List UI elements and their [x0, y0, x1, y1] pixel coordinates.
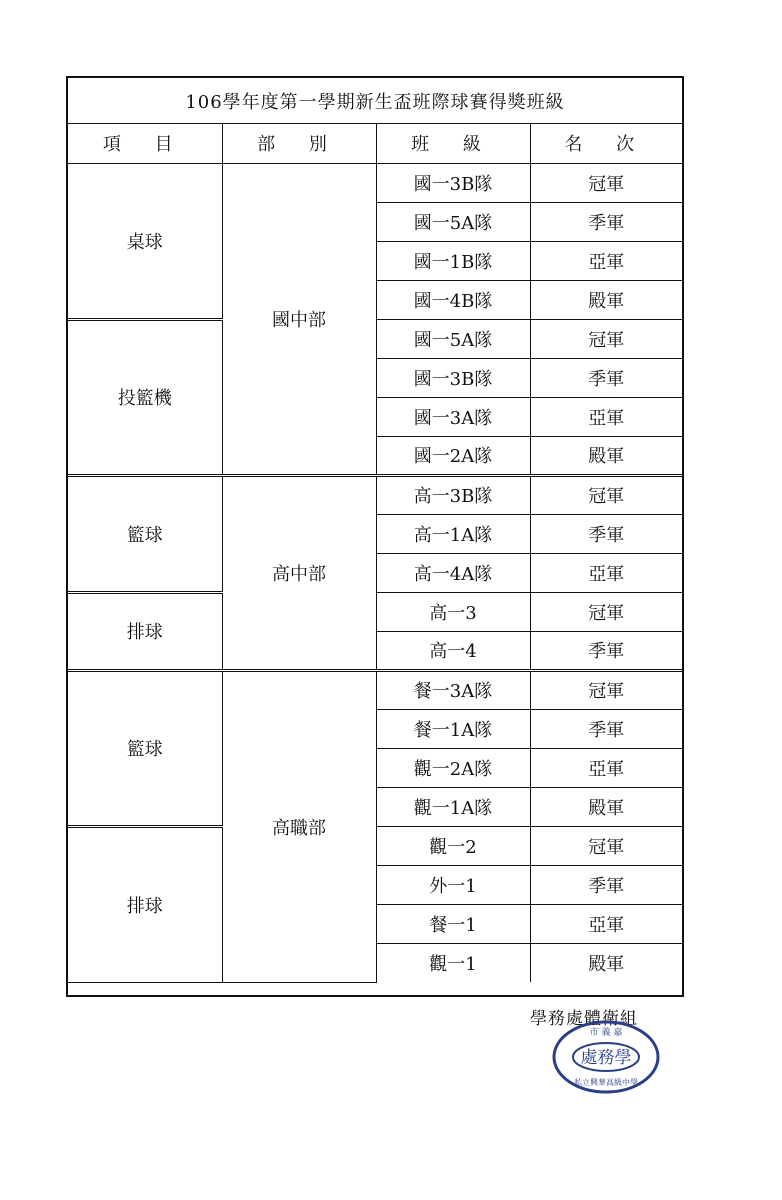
class-cell: 高一3 — [376, 592, 530, 631]
award-sheet — [66, 76, 684, 997]
rank-cell: 季軍 — [530, 631, 682, 670]
event-name-cell: 投籃機 — [68, 319, 222, 475]
class-cell: 餐一3A隊 — [376, 670, 530, 709]
table-row — [68, 670, 682, 709]
rank-cell: 亞軍 — [530, 904, 682, 943]
rank-cell: 冠軍 — [530, 475, 682, 514]
rank-cell: 殿軍 — [530, 943, 682, 982]
svg-text:處務學: 處務學 — [580, 1048, 632, 1068]
division-cell: 高中部 — [222, 475, 376, 670]
rank-cell: 冠軍 — [530, 319, 682, 358]
class-cell: 高一4A隊 — [376, 553, 530, 592]
rank-cell: 季軍 — [530, 358, 682, 397]
event-name-cell: 籃球 — [68, 670, 222, 826]
svg-text:市 義 嘉: 市 義 嘉 — [589, 1028, 623, 1038]
issuer-label: 學務處體衛組 — [530, 1009, 638, 1029]
rank-cell: 亞軍 — [530, 748, 682, 787]
class-cell: 觀一2 — [376, 826, 530, 865]
division-cell: 高職部 — [222, 670, 376, 982]
class-cell: 餐一1 — [376, 904, 530, 943]
svg-text:私立興華高級中學: 私立興華高級中學 — [574, 1078, 638, 1087]
class-cell: 國一4B隊 — [376, 280, 530, 319]
rank-cell: 季軍 — [530, 709, 682, 748]
rank-cell: 亞軍 — [530, 241, 682, 280]
results-body — [68, 163, 682, 982]
rank-cell: 殿軍 — [530, 436, 682, 475]
class-cell: 國一3A隊 — [376, 397, 530, 436]
rank-cell: 亞軍 — [530, 397, 682, 436]
rank-cell: 季軍 — [530, 202, 682, 241]
class-cell: 餐一1A隊 — [376, 709, 530, 748]
office-seal-stamp — [552, 1020, 660, 1094]
page-title: 106學年度第一學期新生盃班際球賽得獎班級 — [68, 78, 682, 124]
header-rank: 名 次 — [530, 124, 682, 163]
table-row — [68, 475, 682, 514]
division-cell: 國中部 — [222, 163, 376, 475]
rank-cell: 冠軍 — [530, 670, 682, 709]
rank-cell: 冠軍 — [530, 592, 682, 631]
header-division: 部 別 — [222, 124, 376, 163]
class-cell: 觀一1 — [376, 943, 530, 982]
header-row — [68, 124, 682, 163]
rank-cell: 冠軍 — [530, 826, 682, 865]
event-name-cell: 排球 — [68, 592, 222, 670]
class-cell: 國一3B隊 — [376, 358, 530, 397]
class-cell: 外一1 — [376, 865, 530, 904]
event-name-cell: 桌球 — [68, 163, 222, 319]
header-class: 班 級 — [376, 124, 530, 163]
rank-cell: 殿軍 — [530, 280, 682, 319]
class-cell: 觀一1A隊 — [376, 787, 530, 826]
class-cell: 高一4 — [376, 631, 530, 670]
class-cell: 國一3B隊 — [376, 163, 530, 202]
class-cell: 國一5A隊 — [376, 319, 530, 358]
table-row — [68, 163, 682, 202]
class-cell: 高一1A隊 — [376, 514, 530, 553]
header-event: 項 目 — [68, 124, 222, 163]
rank-cell: 季軍 — [530, 514, 682, 553]
event-name-cell: 籃球 — [68, 475, 222, 592]
rank-cell: 亞軍 — [530, 553, 682, 592]
class-cell: 國一2A隊 — [376, 436, 530, 475]
class-cell: 觀一2A隊 — [376, 748, 530, 787]
rank-cell: 殿軍 — [530, 787, 682, 826]
rank-cell: 冠軍 — [530, 163, 682, 202]
class-cell: 高一3B隊 — [376, 475, 530, 514]
class-cell: 國一1B隊 — [376, 241, 530, 280]
class-cell: 國一5A隊 — [376, 202, 530, 241]
event-name-cell: 排球 — [68, 826, 222, 982]
rank-cell: 季軍 — [530, 865, 682, 904]
results-table — [68, 124, 682, 983]
